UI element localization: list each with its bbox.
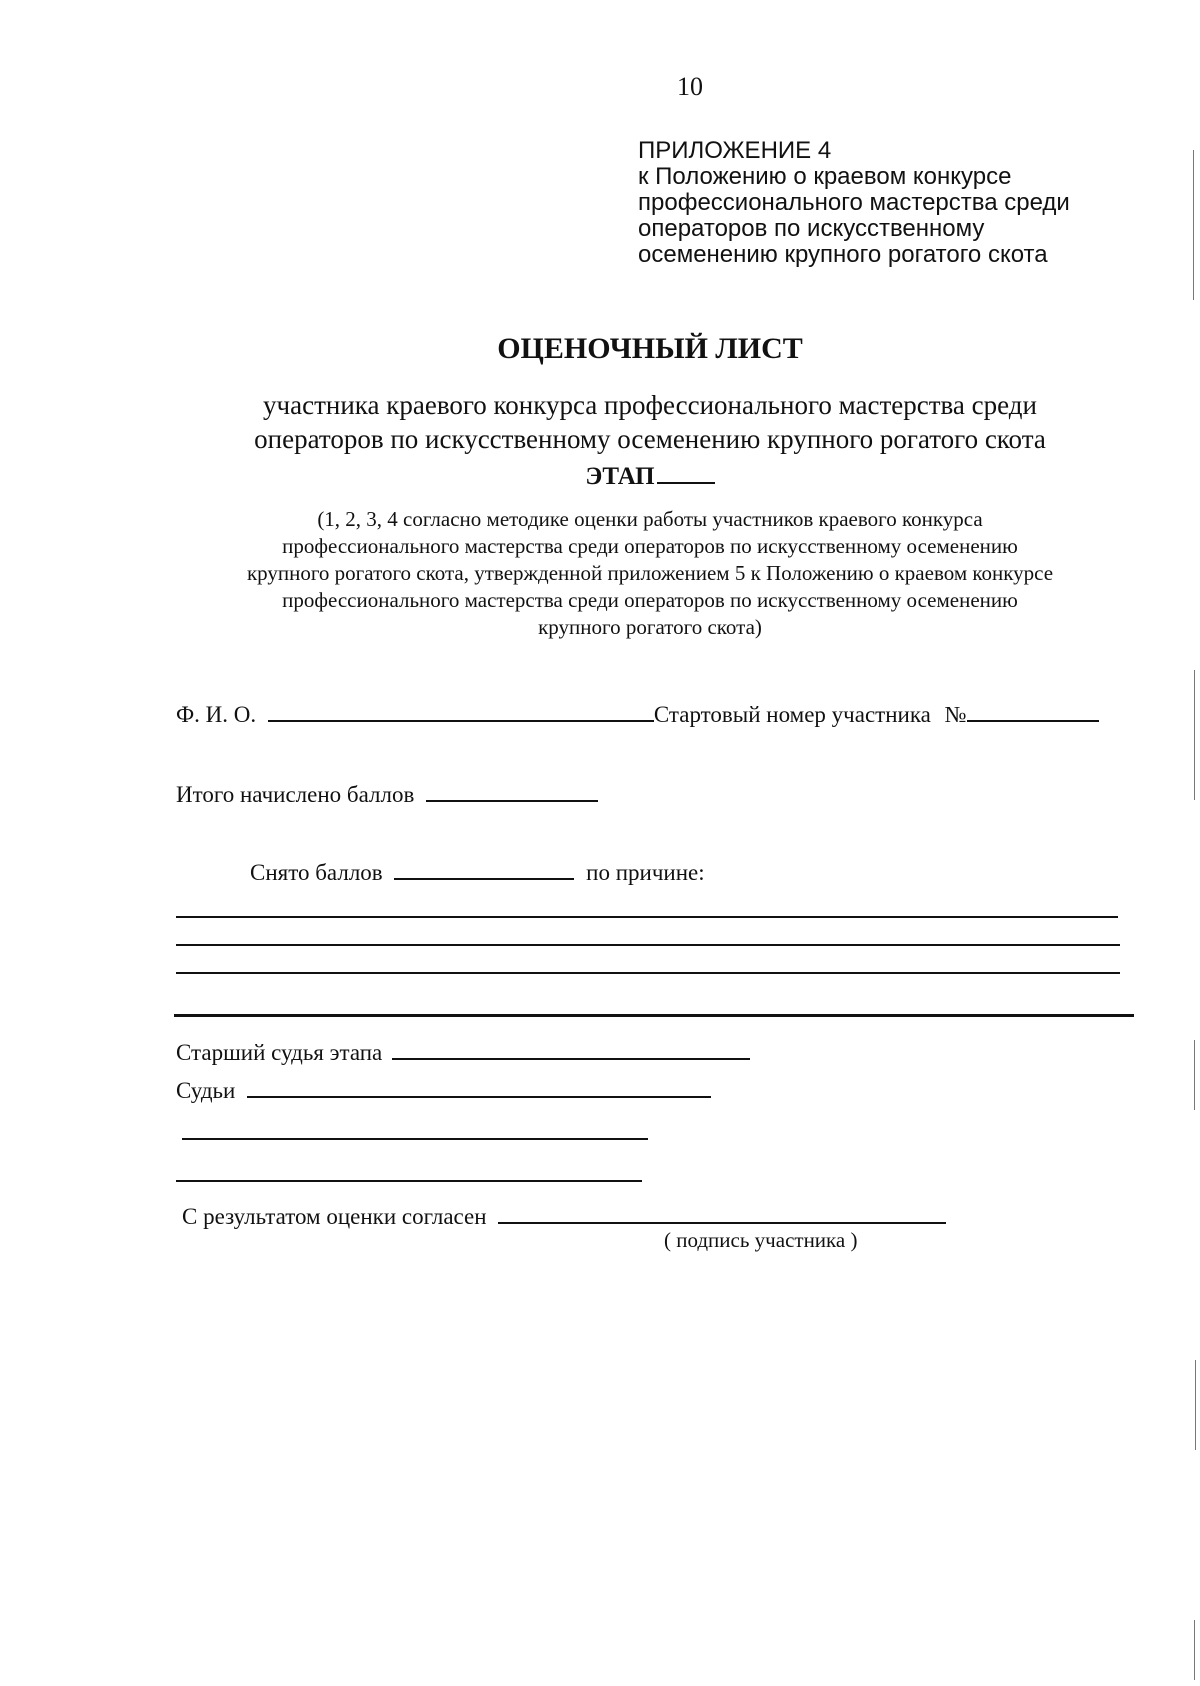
reason-line[interactable] (176, 972, 1120, 974)
signature-blank[interactable] (498, 1202, 946, 1224)
deducted-label: Снято баллов (250, 860, 383, 885)
subtitle-line: участника краевого конкурса профессионального мастерства среди (263, 390, 1037, 420)
senior-judge-label: Старший судья этапа (176, 1040, 383, 1065)
reason-label: по причине: (586, 860, 705, 885)
start-number-label: Стартовый номер участника (653, 702, 931, 727)
deducted-blank[interactable] (394, 858, 574, 880)
stage-number-blank[interactable] (657, 460, 715, 484)
start-number-blank[interactable] (967, 700, 1099, 722)
judges-row (176, 1076, 711, 1104)
appendix-block (638, 138, 1070, 268)
scan-edge-mark (1194, 670, 1195, 800)
document-title: ОЦЕНОЧНЫЙ ЛИСТ (497, 332, 803, 365)
document-subtitle (0, 388, 1200, 456)
total-points-row (176, 780, 598, 808)
total-points-blank[interactable] (426, 780, 598, 802)
fio-blank[interactable] (268, 700, 654, 722)
appendix-line: операторов по искусственному (638, 215, 985, 242)
senior-judge-blank[interactable] (392, 1038, 750, 1060)
judge-line[interactable] (176, 1180, 642, 1182)
number-sign: № (944, 702, 967, 727)
reason-line[interactable] (174, 1014, 1134, 1017)
reason-line[interactable] (176, 916, 1118, 918)
scan-edge-mark (1195, 1360, 1196, 1450)
stage-label: ЭТАП (585, 463, 655, 490)
judge-blank[interactable] (247, 1076, 711, 1098)
judge-line[interactable] (182, 1138, 648, 1140)
agree-label: С результатом оценки согласен (182, 1204, 487, 1229)
fio-row (176, 700, 1099, 728)
page-number: 10 (677, 72, 703, 101)
deducted-row (250, 858, 705, 886)
fio-label: Ф. И. О. (176, 702, 257, 727)
method-note-line: (1, 2, 3, 4 согласно методике оценки работы участников краевого конкурса (317, 507, 983, 531)
appendix-line: к Положению о краевом конкурсе (638, 163, 1012, 190)
method-note-line: профессионального мастерства среди операторов по искусственному осеменению (282, 588, 1018, 612)
method-note-line: профессионального мастерства среди операторов по искусственному осеменению (282, 534, 1018, 558)
appendix-line: осеменению крупного рогатого скота (638, 241, 1048, 268)
method-note-line: крупного рогатого скота) (538, 615, 762, 639)
scan-edge-mark (1194, 1620, 1195, 1680)
subtitle-line: операторов по искусственному осеменению крупного рогатого скота (254, 424, 1046, 454)
appendix-line: профессионального мастерства среди (638, 189, 1070, 216)
agreement-row (182, 1202, 946, 1230)
reason-line[interactable] (176, 944, 1120, 946)
signature-caption: ( подпись участника ) (664, 1228, 858, 1252)
scan-edge-mark (1194, 1040, 1195, 1110)
stage-heading (0, 460, 1200, 491)
scan-edge-mark (1193, 150, 1194, 300)
method-note (0, 506, 1200, 641)
appendix-heading: ПРИЛОЖЕНИЕ 4 (638, 137, 832, 164)
judges-label: Судьи (176, 1078, 236, 1103)
total-points-label: Итого начислено баллов (176, 782, 415, 807)
senior-judge-row (176, 1038, 750, 1066)
method-note-line: крупного рогатого скота, утвержденной приложением 5 к Положению о краевом конкурсе (246, 561, 1054, 585)
